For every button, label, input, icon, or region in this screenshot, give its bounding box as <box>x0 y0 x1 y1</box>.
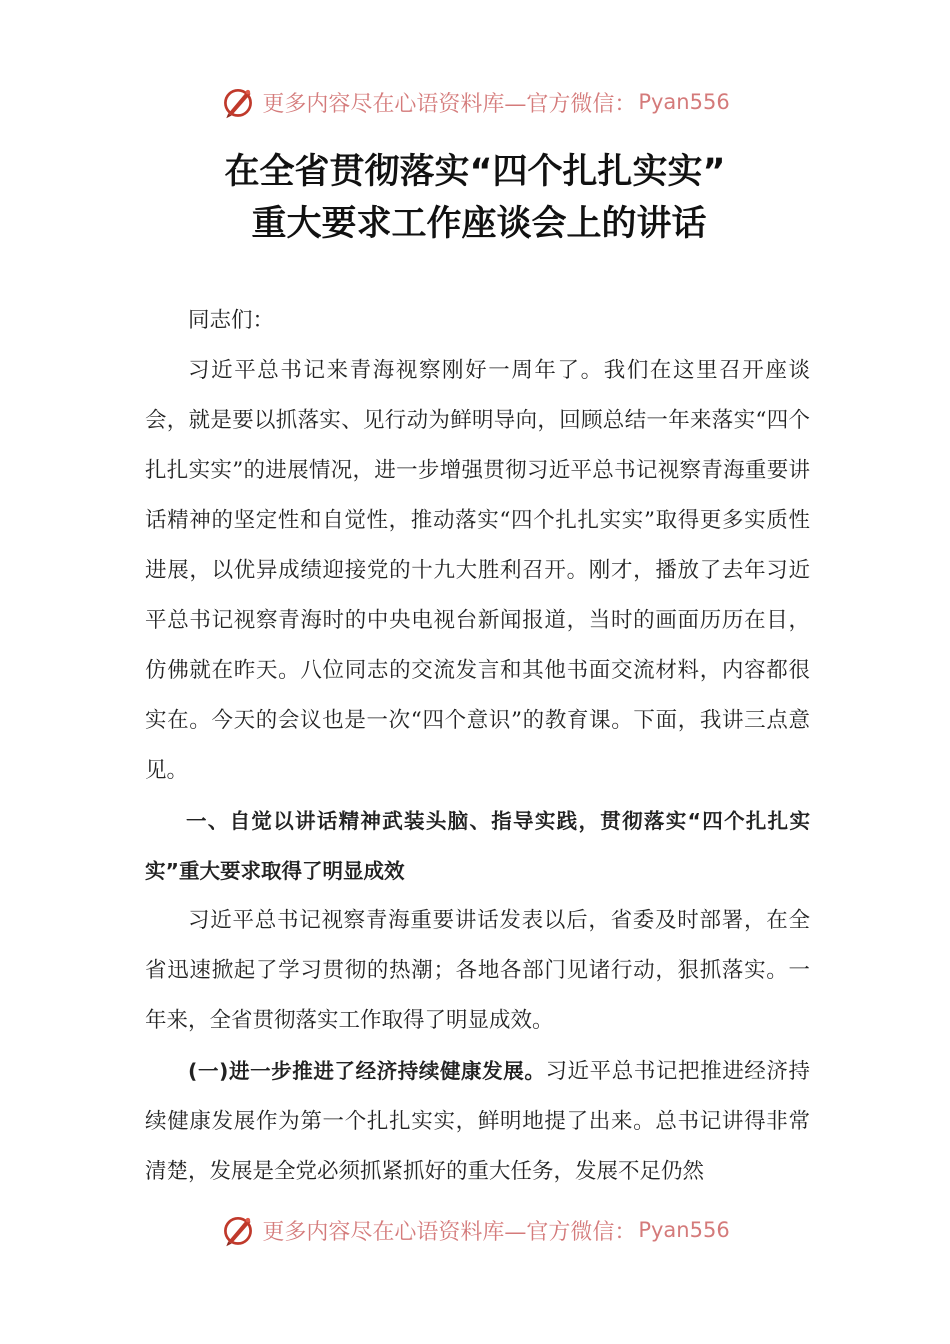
paragraph-intro: 习近平总书记来青海视察刚好一周年了。我们在这里召开座谈会，就是要以抓落实、见行动为鲜明导向，回顾总结一年来落实“四个扎扎实实”的进展情况，进一步增强贯彻习近平总书记视察青海重要讲话精神的坚定性和自觉性，推动落实“四个扎扎实实”取得更多实质性进展，以优异成绩迎接党的十九大胜利召开。刚才，播放了去年习近平总书记视察青海时的中央电视台新闻报道，当时的画面历历在目，仿佛就在昨天。八位同志的交流发言和其他书面交流材料，内容都很实在。今天的会议也是一次“四个意识”的教育课。下面，我讲三点意见。 <box>145 358 810 783</box>
watermark-wechat-id: Pyan556 <box>638 90 730 114</box>
footer-watermark <box>0 1208 950 1252</box>
speech-body <box>145 296 810 1197</box>
paragraph-subsection-1 <box>145 1046 810 1197</box>
salutation: 同志们： <box>188 308 275 333</box>
subsection-lead: (一)进一步推进了经济持续健康发展。 <box>188 1059 546 1083</box>
document-title-line-2: 重大要求工作座谈会上的讲话 <box>251 204 707 244</box>
watermark-text: 更多内容尽在心语资料库—官方微信： <box>262 1219 637 1245</box>
paragraph-section-1: 习近平总书记视察青海重要讲话发表以后，省委及时部署，在全省迅速掀起了学习贯彻的热潮；各地各部门见诸行动，狠抓落实。一年来，全省贯彻落实工作取得了明显成效。 <box>145 908 810 1033</box>
section-heading-1: 一、自觉以讲话精神武装头脑、指导实践，贯彻落实“四个扎扎实实”重大要求取得了明显成效 <box>145 809 810 883</box>
watermark-text: 更多内容尽在心语资料库—官方微信： <box>262 91 637 117</box>
document-title-line-1: 在全省贯彻落实“四个扎扎实实” <box>224 152 726 192</box>
header-watermark <box>0 80 950 124</box>
pen-circle-logo-icon <box>220 1212 256 1248</box>
pen-circle-logo-icon <box>220 84 256 120</box>
subsection-text: 习近平总书记把推进经济持续健康发展作为第一个扎扎实实，鲜明地提了出来。总书记讲得非常清楚，发展是全党必须抓紧抓好的重大任务，发展不足仍然 <box>145 1059 810 1184</box>
watermark-wechat-id: Pyan556 <box>638 1218 730 1242</box>
